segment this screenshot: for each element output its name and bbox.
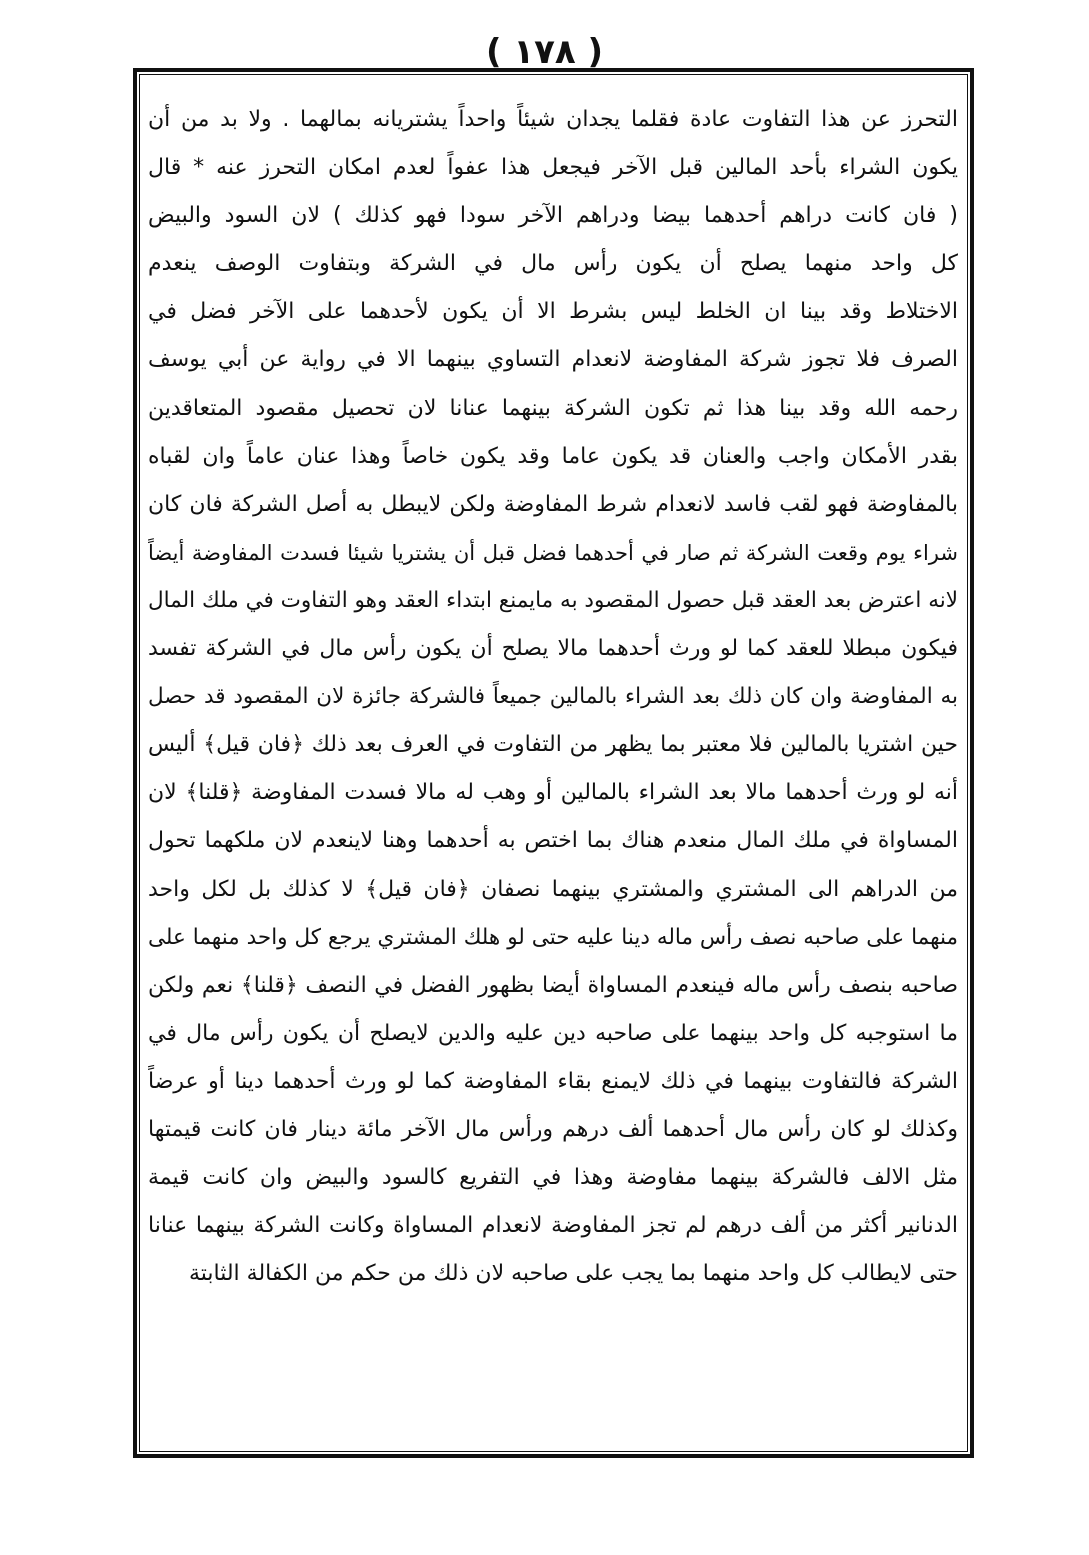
text-line: حتى لايطالب كل واحد منهما بما يجب على صاحبه لان ذلك من حكم من الكفالة الثابتة: [188, 1261, 958, 1287]
text-line: المساواة في ملك المال منعدم هناك بما اختص به أحدهما وهنا لاينعدم لان ملكهما تحول: [148, 828, 958, 854]
text-line: فيكون مبطلا للعقد كما لو ورث أحدهما مالا يصلح أن يكون رأس مال في الشركة تفسد: [148, 636, 958, 662]
text-line: به المفاوضة وان كان ذلك بعد الشراء بالمالين جميعاً فالشركة جائزة لان المقصود قد حصل: [148, 684, 958, 710]
text-line: صاحبه بنصف رأس ماله فينعدم المساواة أيضا بظهور الفضل في النصف ﴿قلنا﴾ نعم ولكن: [148, 972, 958, 998]
text-line: منهما على صاحبه نصف رأس ماله دينا عليه حتى لو هلك المشتري يرجع كل واحد منهما على: [148, 924, 958, 950]
text-line: الشركة فالتفاوت بينهما في ذلك لايمنع بقاء المفاوضة كما لو ورث أحدهما دينا أو عرضاً: [148, 1068, 958, 1094]
text-line: ما استوجبه كل واحد بينهما على صاحبه دين عليه والدين لايصلح أن يكون رأس مال في: [148, 1020, 958, 1046]
text-line: التحرز عن هذا التفاوت عادة فقلما يجدان شيئاً واحداً يشتريانه بمالهما . ولا بد من أن: [148, 107, 958, 132]
text-line: وكذلك لو كان رأس مال أحدهما ألف درهم ورأس مال الآخر مائة دينار فان كانت قيمتها: [148, 1116, 958, 1142]
text-line: حين اشتريا بالمالين فلا معتبر بما يظهر من التفاوت في العرف بعد ذلك ﴿فان قيل﴾ أليس: [148, 732, 958, 758]
text-line: بالمفاوضة فهو لقب فاسد لانعدام شرط المفاوضة ولكن لايبطل به أصل الشركة فان كان: [148, 491, 958, 517]
text-line: ( فان كانت دراهم أحدهما بيضا ودراهم الآخر سودا فهو كذلك ) لان السود والبيض: [148, 203, 958, 229]
page-number: ( ١٧٨ ): [485, 32, 604, 72]
body-text: [148, 96, 958, 1436]
text-line: الصرف فلا تجوز شركة المفاوضة لانعدام التساوي بينهما الا في رواية عن أبي يوسف: [148, 347, 958, 373]
text-line: الاختلاط وقد بينا ان الخلط ليس بشرط الا أن يكون لأحدهما على الآخر فضل في: [148, 299, 958, 325]
text-line: مثل الالف فالشركة بينهما مفاوضة وهذا في التفريع كالسود والبيض وان كانت قيمة: [148, 1165, 958, 1191]
text-line: رحمه الله وقد بينا هذا ثم تكون الشركة بينهما عنانا لان تحصيل مقصود المتعاقدين: [148, 395, 958, 421]
text-line: بقدر الأمكان واجب والعنان قد يكون عاما وقد يكون خاصاً وهذا عنان عاماً وان لقباه: [148, 443, 958, 469]
text-line: من الدراهم الى المشتري والمشتري بينهما نصفان ﴿فان قيل﴾ لا كذلك بل لكل واحد: [148, 876, 958, 902]
text-line: لانه اعترض بعد العقد قبل حصول المقصود به مايمنع ابتداء العقد وهو التفاوت في ملك المال: [148, 587, 958, 613]
text-line: الدنانير أكثر من ألف درهم لم تجز المفاوضة لانعدام المساواة وكانت الشركة بينهما عنانا: [148, 1213, 958, 1239]
text-line: كل واحد منهما يصلح أن يكون رأس مال في الشركة وبتفاوت الوصف ينعدم: [148, 251, 958, 277]
text-line: يكون الشراء بأحد المالين قبل الآخر فيجعل هذا عفواً لعدم امكان التحرز عنه * قال: [148, 155, 958, 181]
text-line: أنه لو ورث أحدهما مالا بعد الشراء بالمالين أو وهب له مالا فسدت المفاوضة ﴿قلنا﴾ لان: [148, 780, 958, 806]
text-line: شراء يوم وقعت الشركة ثم صار في أحدهما فضل قبل أن يشتريا شيئا فسدت المفاوضة أيضاً: [148, 540, 958, 565]
